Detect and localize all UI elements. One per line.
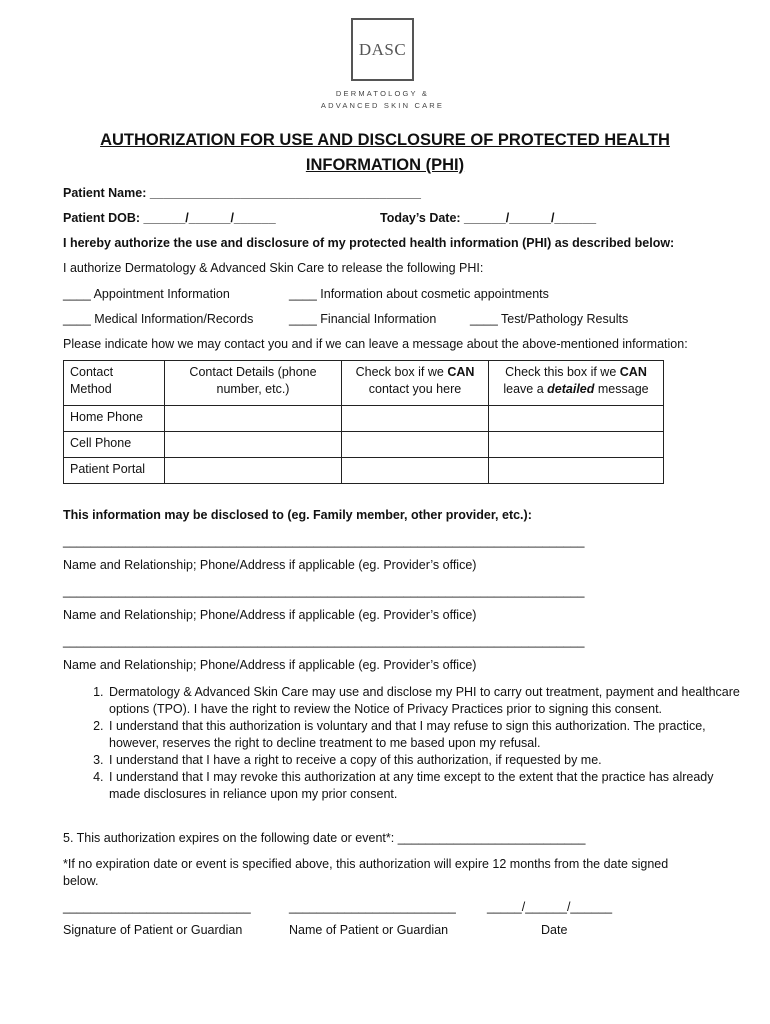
phi-option-appointment[interactable]: ____ Appointment Information bbox=[63, 287, 230, 301]
signature-date-line[interactable]: _____/______/______ bbox=[487, 900, 613, 914]
header-text: Check this box if we bbox=[505, 365, 620, 379]
method-cell-phone: Cell Phone bbox=[64, 432, 165, 458]
logo-line-2: ADVANCED SKIN CARE bbox=[320, 101, 445, 110]
phi-option-financial[interactable]: ____ Financial Information bbox=[289, 312, 437, 326]
detailed-message-checkbox-cell[interactable] bbox=[489, 432, 664, 458]
recipient-line-2[interactable]: ___________________________________________________________________________ bbox=[63, 584, 585, 598]
can-contact-checkbox-home[interactable] bbox=[342, 406, 489, 432]
signature-label: Signature of Patient or Guardian bbox=[63, 923, 243, 937]
date-label: Date bbox=[541, 923, 568, 937]
signature-line[interactable]: ___________________________ bbox=[63, 900, 251, 914]
header-text: leave a bbox=[503, 382, 548, 396]
patient-name-line[interactable]: ________________________ bbox=[289, 900, 456, 914]
method-home-phone: Home Phone bbox=[64, 406, 165, 432]
details-cell-cell[interactable] bbox=[165, 432, 342, 458]
header-detailed-message bbox=[489, 361, 664, 406]
header-text: Contact Details (phone bbox=[189, 365, 317, 379]
logo-line-1: DERMATOLOGY & bbox=[335, 89, 430, 98]
method-patient-portal: Patient Portal bbox=[64, 458, 165, 484]
contact-prompt: Please indicate how we may contact you and if we can leave a message about the above-mentioned information: bbox=[63, 337, 688, 351]
phi-option-pathology[interactable]: ____ Test/Pathology Results bbox=[470, 312, 629, 326]
recipient-line-3[interactable]: ___________________________________________________________________________ bbox=[63, 634, 585, 648]
table-row bbox=[64, 458, 664, 484]
phi-option-medical[interactable]: ____ Medical Information/Records bbox=[63, 312, 254, 326]
table-row bbox=[64, 406, 664, 432]
table-header-row bbox=[64, 361, 664, 406]
recipient-caption-1: Name and Relationship; Phone/Address if applicable (eg. Provider’s office) bbox=[63, 558, 477, 572]
header-contact-method bbox=[64, 361, 165, 406]
recipient-line-1[interactable]: ___________________________________________________________________________ bbox=[63, 534, 585, 548]
header-emphasis: detailed bbox=[547, 382, 595, 396]
can-contact-checkbox-cell[interactable] bbox=[342, 432, 489, 458]
header-emphasis: CAN bbox=[619, 365, 647, 379]
patient-name-label: Name of Patient or Guardian bbox=[289, 923, 449, 937]
terms-list bbox=[63, 684, 747, 803]
recipient-caption-3: Name and Relationship; Phone/Address if applicable (eg. Provider’s office) bbox=[63, 658, 477, 672]
details-cell-home[interactable] bbox=[165, 406, 342, 432]
release-intro: I authorize Dermatology & Advanced Skin Care to release the following PHI: bbox=[63, 261, 484, 275]
term-item: 4. I understand that I may revoke this authorization at any time except to the extent that the practice has already made disclosures in reliance upon my prior consent. bbox=[107, 769, 747, 803]
expiration-note: *If no expiration date or event is specified above, this authorization will expire 12 months from the date signed below. bbox=[63, 857, 669, 888]
patient-name-field[interactable]: Patient Name: _______________________________________ bbox=[63, 186, 421, 200]
detailed-message-checkbox-portal[interactable] bbox=[489, 458, 664, 484]
contact-table bbox=[63, 360, 664, 484]
table-row bbox=[64, 432, 664, 458]
details-cell-portal[interactable] bbox=[165, 458, 342, 484]
header-text: Contact bbox=[70, 365, 114, 379]
todays-date-field[interactable]: Today’s Date: ______/______/______ bbox=[380, 211, 597, 225]
can-contact-checkbox-portal[interactable] bbox=[342, 458, 489, 484]
header-text: contact you here bbox=[368, 382, 462, 396]
patient-dob-field[interactable]: Patient DOB: ______/______/______ bbox=[63, 211, 276, 225]
term-item: 3. I understand that I have a right to receive a copy of this authorization, if requested by me. bbox=[107, 752, 747, 769]
form-title-line-1: AUTHORIZATION FOR USE AND DISCLOSURE OF PROTECTED HEALTH bbox=[100, 131, 670, 149]
detailed-message-checkbox-home[interactable] bbox=[489, 406, 664, 432]
header-emphasis: CAN bbox=[447, 365, 475, 379]
expiration-field[interactable]: 5. This authorization expires on the following date or event*: ___________________________ bbox=[63, 831, 586, 845]
header-can-contact bbox=[342, 361, 489, 406]
disclosure-heading: This information may be disclosed to (eg. Family member, other provider, etc.): bbox=[63, 508, 532, 522]
phi-option-cosmetic[interactable]: ____ Information about cosmetic appointments bbox=[289, 287, 549, 301]
header-text: number, etc.) bbox=[216, 382, 290, 396]
recipient-caption-2: Name and Relationship; Phone/Address if applicable (eg. Provider’s office) bbox=[63, 608, 477, 622]
logo-mark: DASC bbox=[351, 18, 414, 81]
form-title-line-2: INFORMATION (PHI) bbox=[305, 156, 465, 174]
term-item: 2. I understand that this authorization is voluntary and that I may refuse to sign this authorization. The practice, however, reserves the right to decline treatment to me based upon my refusal. bbox=[107, 718, 747, 752]
term-item: 1. Dermatology & Advanced Skin Care may use and disclose my PHI to carry out treatment, payment and healthcare options (TPO). I have the right to review the Notice of Privacy Practices prior to signing this consent. bbox=[107, 684, 747, 718]
header-text: message bbox=[594, 382, 649, 396]
authorize-statement: I hereby authorize the use and disclosure of my protected health information (PHI) as described below: bbox=[63, 236, 675, 250]
header-contact-details bbox=[165, 361, 342, 406]
header-text: Method bbox=[70, 382, 112, 396]
header-text: Check box if we bbox=[355, 365, 448, 379]
